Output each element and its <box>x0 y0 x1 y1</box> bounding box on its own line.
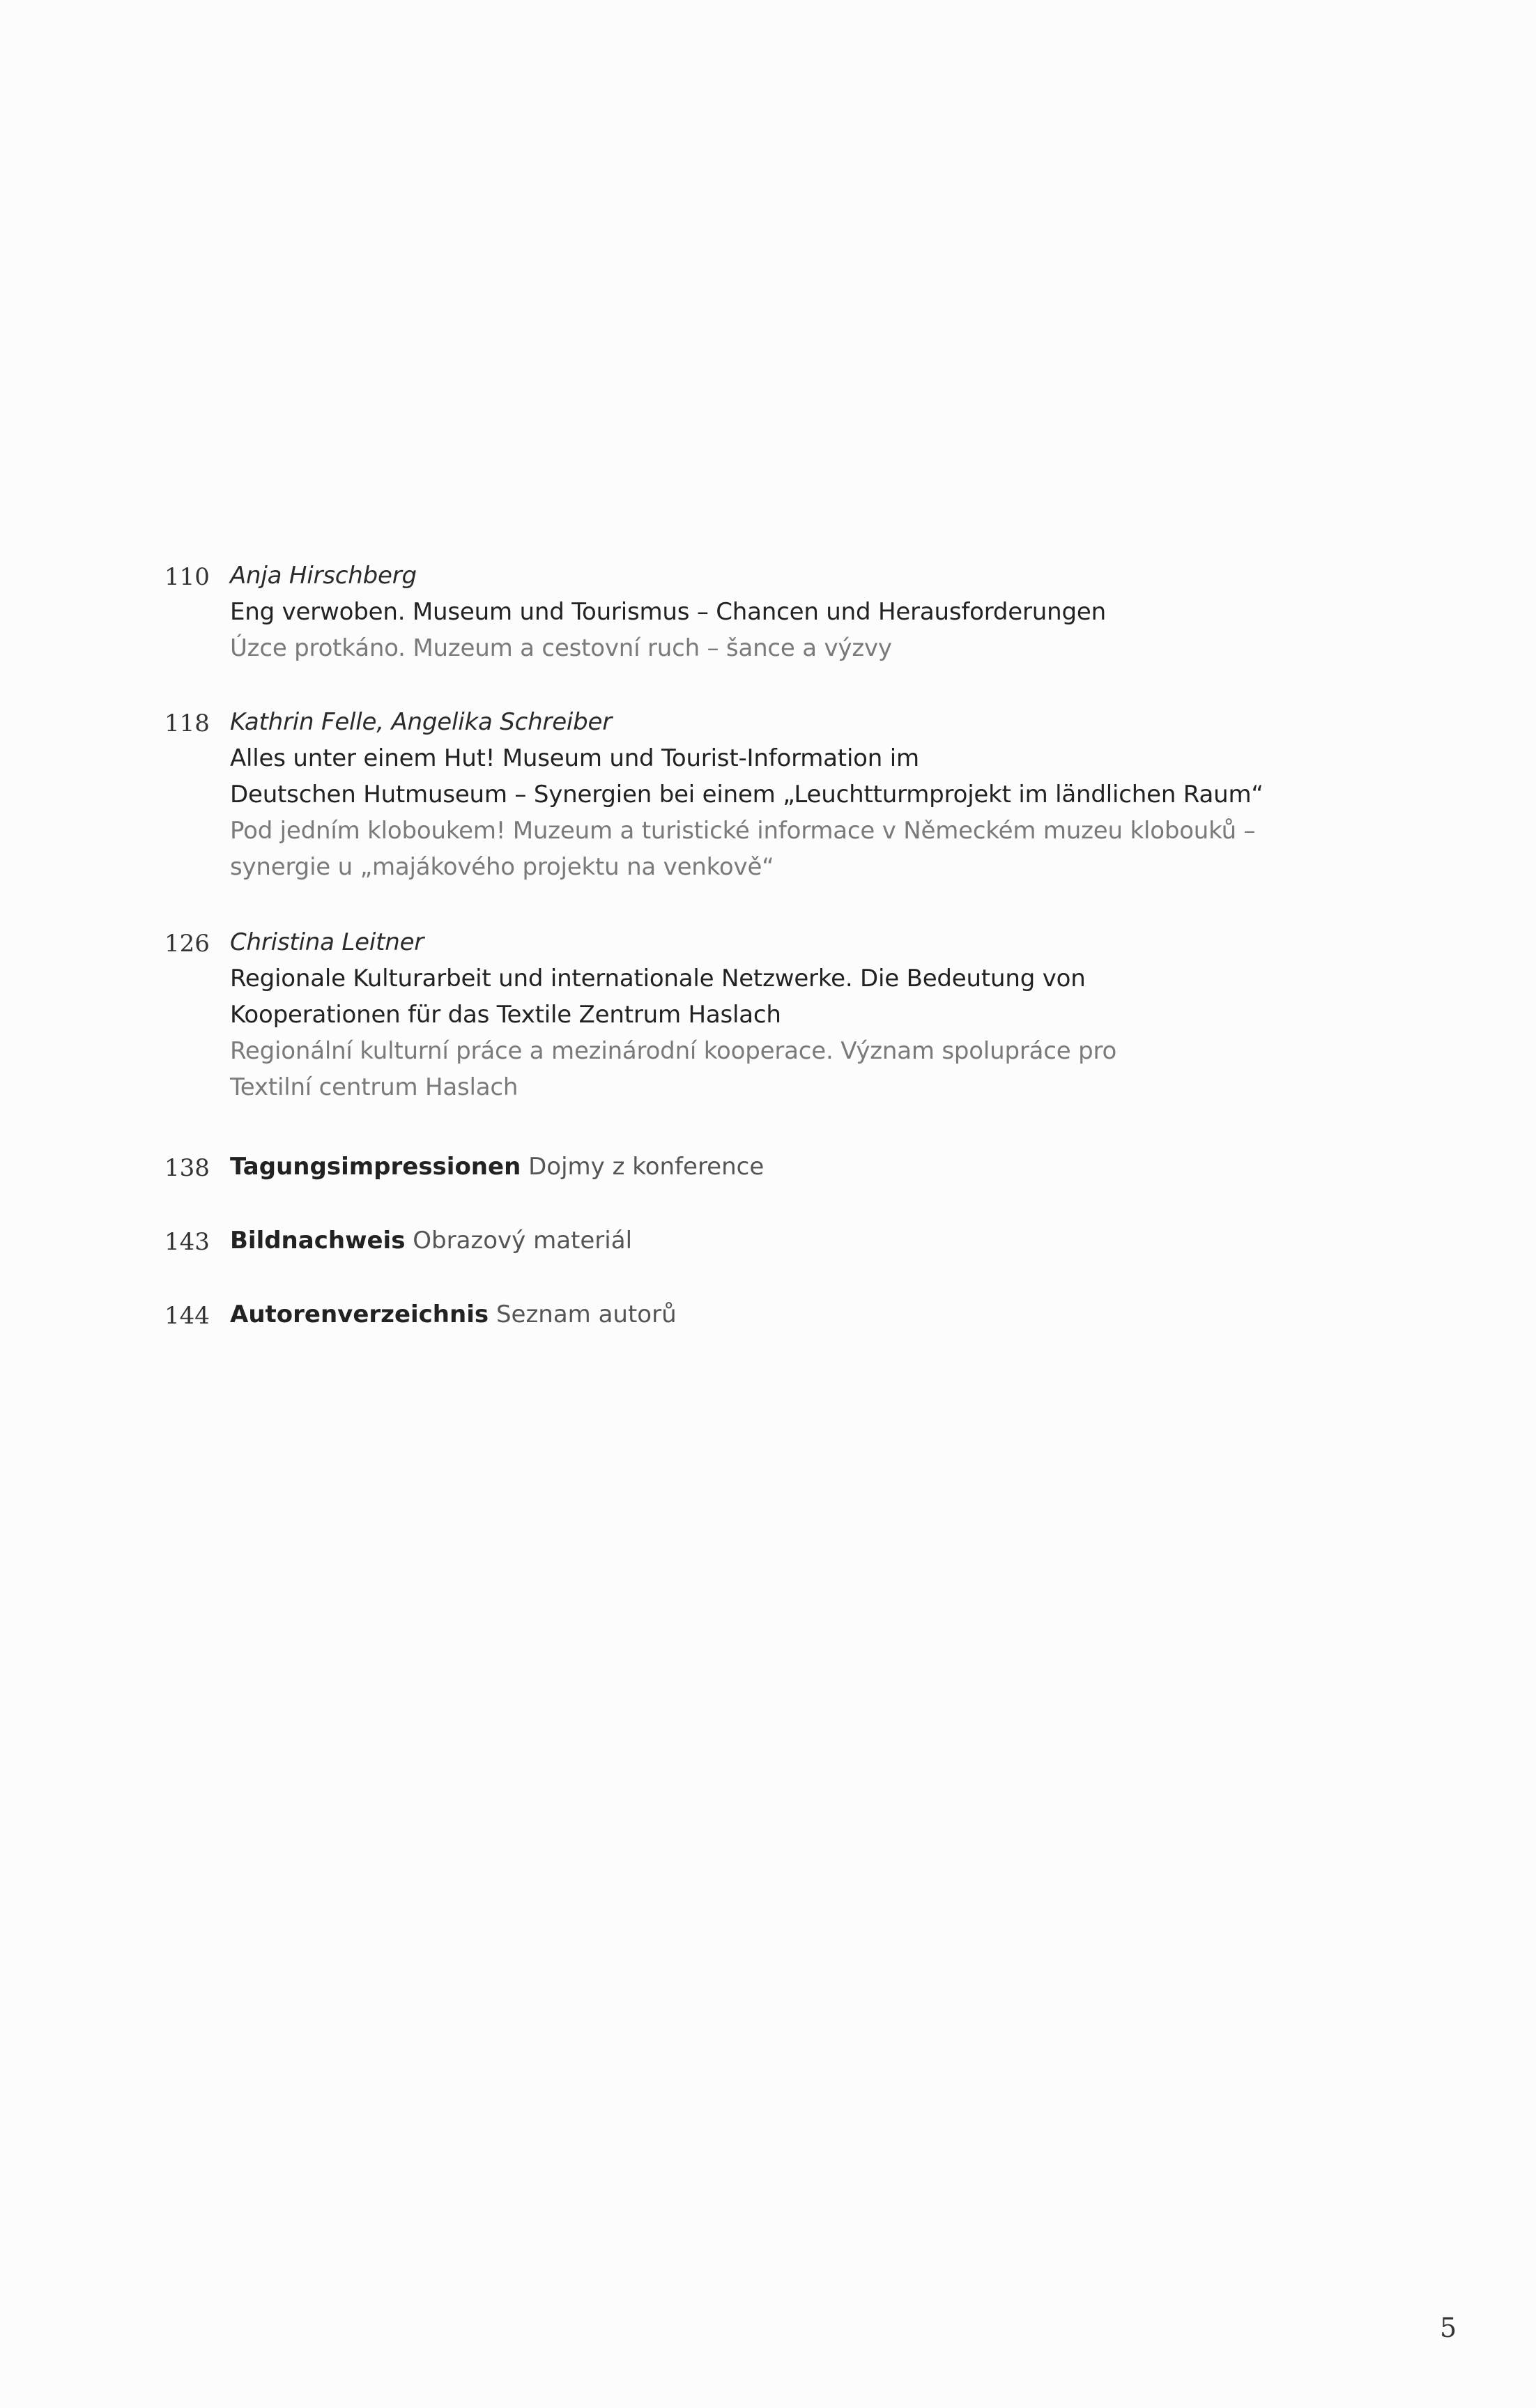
title-czech: Úzce protkáno. Muzeum a cestovní ruch – šance a výzvy <box>230 634 892 662</box>
toc-entry-body <box>230 924 1275 1105</box>
section-title-czech: Obrazový materiál <box>413 1227 633 1255</box>
title-czech: synergie u „majákového projektu na venkově“ <box>230 853 774 881</box>
toc-page-number: 143 <box>164 1228 210 1256</box>
title-german: Eng verwoben. Museum und Tourismus – Chancen und Herausforderungen <box>230 598 1106 626</box>
toc-page-number: 118 <box>164 710 210 737</box>
title-czech: Regionální kulturní práce a mezinárodní kooperace. Význam spolupráce pro <box>230 1037 1117 1065</box>
author-name: Christina Leitner <box>230 928 424 956</box>
section-title-czech: Seznam autorů <box>496 1301 677 1328</box>
title-german: Deutschen Hutmuseum – Synergien bei einem „Leuchtturmprojekt im ländlichen Raum“ <box>230 781 1264 808</box>
toc-page-number: 138 <box>164 1154 210 1182</box>
author-name: Kathrin Felle, Angelika Schreiber <box>230 708 613 736</box>
title-german: Regionale Kulturarbeit und internationale Netzwerke. Die Bedeutung von <box>230 965 1086 992</box>
section-title-german: Bildnachweis <box>230 1227 406 1255</box>
title-german: Kooperationen für das Textile Zentrum Haslach <box>230 1001 781 1029</box>
toc-section-title <box>230 1149 1275 1185</box>
page-folio-number: 5 <box>1440 2313 1457 2343</box>
section-title-german: Tagungsimpressionen <box>230 1153 521 1181</box>
author-name: Anja Hirschberg <box>230 562 417 590</box>
toc-entry-body <box>230 704 1275 885</box>
title-german: Alles unter einem Hut! Museum und Tourist-Information im <box>230 744 919 772</box>
title-czech: Textilní centrum Haslach <box>230 1073 519 1101</box>
section-title-czech: Dojmy z konference <box>528 1153 765 1181</box>
section-title-german: Autorenverzeichnis <box>230 1301 489 1328</box>
toc-section-title <box>230 1222 1275 1259</box>
toc-entry-body <box>230 558 1275 666</box>
toc-section-title <box>230 1296 1275 1333</box>
title-czech: Pod jedním kloboukem! Muzeum a turistické informace v Německém muzeu klobouků – <box>230 817 1256 845</box>
toc-page-number: 110 <box>164 563 210 591</box>
toc-page-number: 126 <box>164 930 210 958</box>
toc-page-number: 144 <box>164 1302 210 1330</box>
